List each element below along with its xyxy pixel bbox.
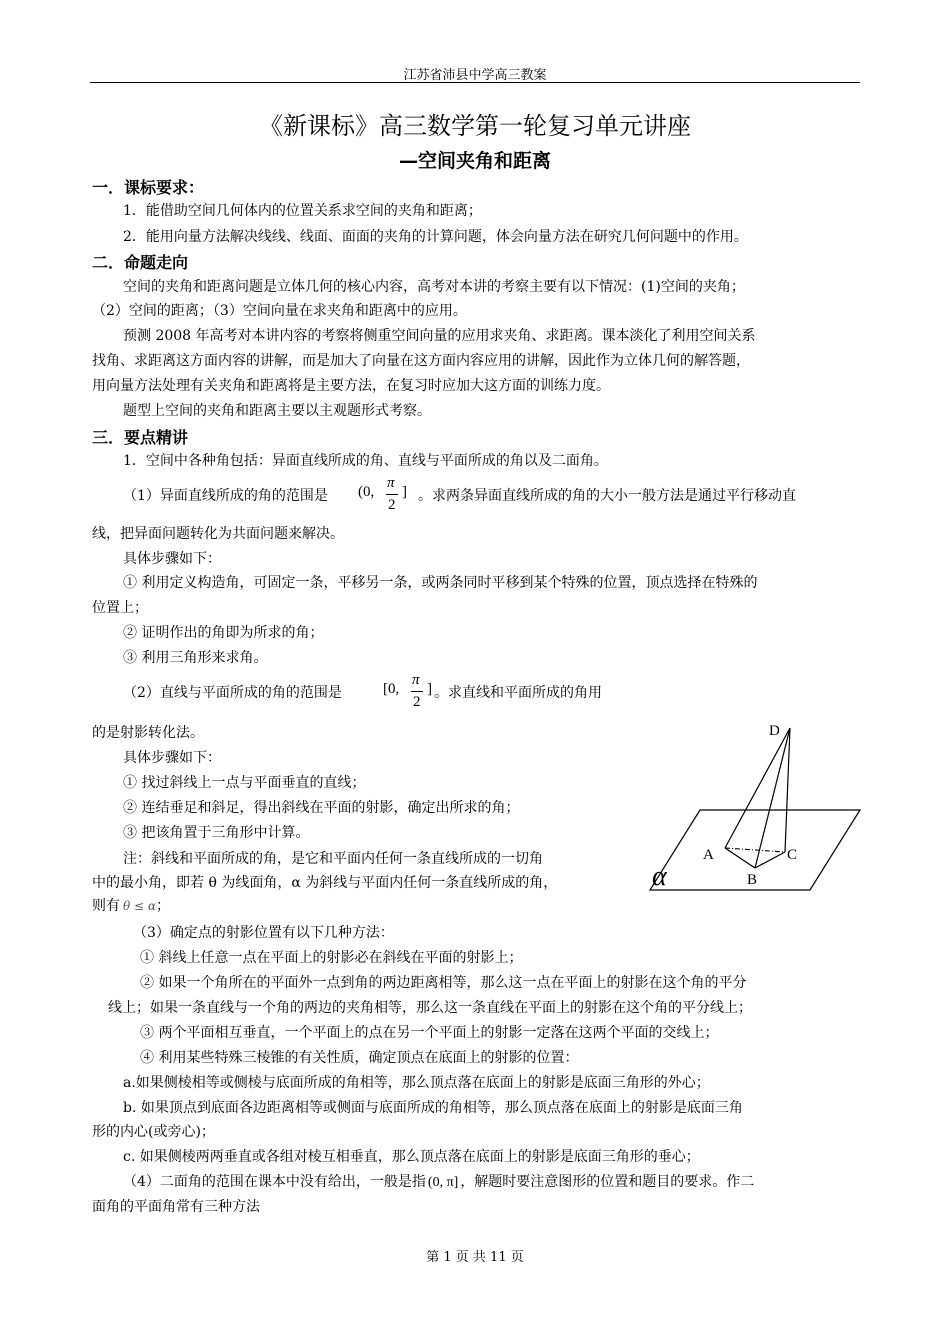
edge-ab <box>725 848 755 868</box>
text-line: 线，把异面问题转化为共面问题来解决。 <box>92 526 344 542</box>
text-line: ② 证明作出的角即为所求的角； <box>123 625 324 641</box>
text-line: ③ 把该角置于三角形中计算。 <box>123 825 310 841</box>
text-line: ④ 利用某些特殊三棱锥的有关性质，确定顶点在底面上的射影的位置： <box>140 1050 579 1066</box>
text-line: ③ 两个平面相互垂直，一个平面上的点在另一个平面上的射影一定落在这两个平面的交线上； <box>140 1025 719 1041</box>
text-line: （2）直线与平面所成的角的范围是 <box>123 685 342 701</box>
text-line: 面角的平面角常有三种方法 <box>92 1199 260 1215</box>
section-heading-3: 三．要点精讲 <box>92 428 189 447</box>
section-heading-1: 一．课标要求： <box>92 178 205 197</box>
label-d: D <box>769 723 780 739</box>
interval-right: ] <box>427 681 432 697</box>
document-title: 《新课标》高三数学第一轮复习单元讲座 <box>259 112 691 140</box>
text-line: 中的最小角，即若 θ 为线面角，α 为斜线与平面内任何一条直线所成的角， <box>92 875 558 891</box>
text-line: 2．能用向量方法解决线线、线面、面面的夹角的计算问题，体会向量方法在研究几何问题中的作用。 <box>123 229 748 245</box>
label-alpha: α <box>652 861 667 892</box>
text-line: 空间的夹角和距离问题是立体几何的核心内容，高考对本讲的考察主要有以下情况：(1)空间的夹角； <box>123 279 745 295</box>
text-line: 形的内心(或旁心)； <box>92 1124 215 1140</box>
fraction-bar <box>386 494 398 495</box>
text-line: （2）空间的距离；（3）空间向量在求夹角和距离中的应用。 <box>92 303 467 319</box>
fraction-denominator: 2 <box>388 497 396 513</box>
range-open-interval <box>358 475 423 519</box>
interval-math: (0, π] <box>427 1175 459 1190</box>
text-line: （1）异面直线所成的角的范围是 <box>123 488 328 504</box>
fraction-numerator: π <box>412 672 420 688</box>
header-rule <box>90 82 860 83</box>
text-line: （3）确定点的射影位置有以下几种方法： <box>133 925 394 941</box>
text-line <box>92 895 170 915</box>
text-fragment: ； <box>156 898 171 914</box>
text-line: a.如果侧棱相等或侧棱与底面所成的角相等，那么顶点落在底面上的射影是底面三角形的外心； <box>123 1075 710 1091</box>
text-line: 具体步骤如下： <box>123 551 221 567</box>
label-c: C <box>787 847 798 863</box>
text-fragment: 则有 <box>92 898 120 914</box>
interval-right: ] <box>402 484 407 500</box>
label-a: A <box>703 847 714 863</box>
text-fragment: （4）二面角的范围在课本中没有给出，一般是指 <box>123 1174 426 1190</box>
section-heading-2: 二．命题走向 <box>92 253 189 272</box>
fraction-denominator: 2 <box>413 694 421 710</box>
label-b: B <box>747 872 758 888</box>
text-line: ① 利用定义构造角，可固定一条，平移另一条，或两条同时平移到某个特殊的位置，顶点选择在特殊的 <box>123 575 758 591</box>
text-line: 预测 2008 年高考对本讲内容的考察将侧重空间向量的应用求夹角、求距离。课本淡化了利用空间关系 <box>123 328 756 344</box>
text-line: ③ 利用三角形来求角。 <box>123 650 268 666</box>
inequality-math: θ ≤ α <box>123 899 157 913</box>
document-subtitle: —空间夹角和距离 <box>398 150 551 172</box>
fraction-bar <box>411 691 423 692</box>
page-header: 江苏省沛县中学高三教案 <box>403 68 547 83</box>
text-line: 1．空间中各种角包括：异面直线所成的角、直线与平面所成的角以及二面角。 <box>123 453 608 469</box>
text-line: b. 如果顶点到底面各边距离相等或侧面与底面所成的角相等，那么顶点落在底面上的射影是底面三角 <box>123 1100 743 1116</box>
text-line: 题型上空间的夹角和距离主要以主观题形式考察。 <box>123 403 431 419</box>
edge-da <box>725 728 790 848</box>
text-fragment: ，解题时要注意图形的位置和题目的要求。作二 <box>460 1174 755 1190</box>
text-line: 用向量方法处理有关夹角和距离将是主要方法，在复习时应加大这方面的训练力度。 <box>92 378 610 394</box>
tetrahedron-plane-figure <box>640 715 870 895</box>
text-line: 1．能借助空间几何体内的位置关系求空间的夹角和距离； <box>123 203 482 219</box>
fraction-numerator: π <box>387 475 395 491</box>
text-line: ② 如果一个角所在的平面外一点到角的两边距离相等，那么这一点在平面上的射影在这个角的平分 <box>140 975 747 991</box>
text-line: 具体步骤如下： <box>123 750 221 766</box>
edge-bc <box>755 852 785 868</box>
text-line: 。求直线和平面所成的角用 <box>434 685 602 701</box>
text-line: 找角、求距离这方面内容的讲解，而是加大了向量在这方面内容应用的讲解，因此作为立体几何的解答题， <box>92 353 750 369</box>
text-line: 线上；如果一条直线与一个角的两边的夹角相等，那么这一条直线在平面上的射影在这个角的平分线上； <box>108 1000 752 1016</box>
text-line <box>123 1171 754 1191</box>
text-line: 注：斜线和平面所成的角，是它和平面内任何一条直线所成的一切角 <box>123 851 543 867</box>
text-line: ② 连结垂足和斜足，得出斜线在平面的射影，确定出所求的角； <box>123 800 520 816</box>
text-line: 的是射影转化法。 <box>92 725 204 741</box>
edge-ac-dashed <box>725 848 785 852</box>
text-line: 。求两条异面直线所成的角的大小一般方法是通过平行移动直 <box>418 488 796 504</box>
text-line: ① 斜线上任意一点在平面上的射影必在斜线在平面的射影上； <box>140 950 523 966</box>
text-line: c. 如果侧棱两两垂直或各组对棱互相垂直，那么顶点落在底面上的射影是底面三角形的垂心； <box>123 1149 700 1165</box>
text-line: 位置上； <box>92 600 148 616</box>
page-footer: 第 1 页 共 11 页 <box>426 1250 524 1265</box>
interval-left: [0, <box>383 681 400 697</box>
text-line: ① 找过斜线上一点与平面垂直的直线； <box>123 775 366 791</box>
interval-left: (0, <box>358 484 375 500</box>
